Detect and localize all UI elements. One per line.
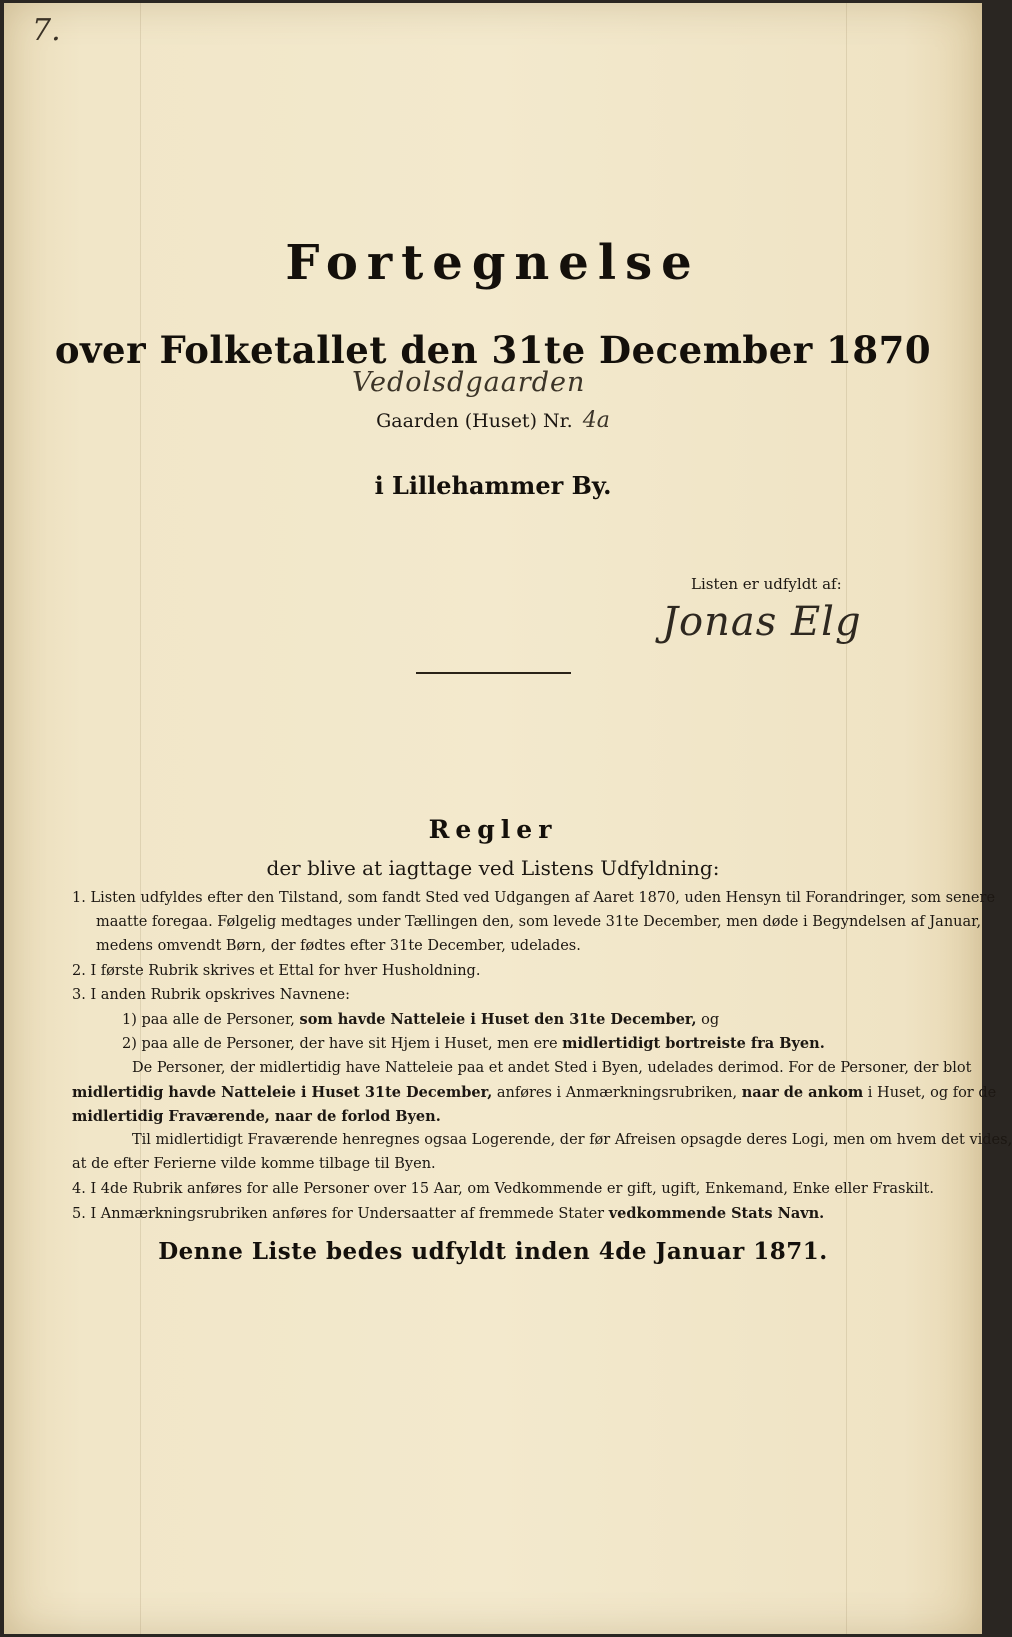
- rule-3-para-1-line-1: De Personer, der midlertidig have Natteleie paa et andet Sted i Byen, udelades derimod. For de Personer, der blot: [132, 1060, 972, 1076]
- census-form-page: [4, 3, 1012, 1634]
- rule-3: 3. I anden Rubrik opskrives Navnene:: [72, 987, 350, 1003]
- divider-rule: [416, 672, 571, 674]
- rule-3-item-2-emphasis: midlertidigt bortreiste fra Byen.: [562, 1035, 825, 1052]
- farm-name-handwritten: Vedolsdgaarden: [352, 367, 586, 398]
- rule-3-item-1-text: 1) paa alle de Personer,: [122, 1012, 295, 1028]
- deadline-notice: Denne Liste bedes udfyldt inden 4de Januar 1871.: [158, 1238, 828, 1265]
- gaarden-number-handwritten: 4a: [582, 408, 610, 433]
- town-line: i Lillehammer By.: [374, 471, 612, 500]
- rule-3-para-1-emphasis-1: midlertidig havde Natteleie i Huset 31te December,: [72, 1084, 493, 1101]
- signature-handwritten: Jonas Elg: [662, 599, 862, 645]
- page-number: 7.: [32, 13, 61, 48]
- rule-3-para-1-emphasis-2: naar de ankom: [741, 1084, 864, 1101]
- rule-3-para-1-line-3: midlertidig Fraværende, naar de forlod Byen.: [72, 1108, 441, 1125]
- rule-3-para-1-line-2: [72, 1084, 997, 1101]
- rule-3-item-2: [122, 1035, 825, 1052]
- rule-1-line-3: medens omvendt Børn, der fødtes efter 31te December, udelades.: [96, 938, 581, 954]
- rule-3-item-1-end: og: [701, 1012, 720, 1028]
- rule-5-text: 5. I Anmærkningsrubriken anføres for Undersaatter af fremmede Stater: [72, 1206, 605, 1222]
- rule-3-para-1-end: i Huset, og for de: [867, 1085, 997, 1101]
- rule-4: 4. I 4de Rubrik anføres for alle Personer over 15 Aar, om Vedkommende er gift, ugift, Enkemand, Enke eller Fraskilt.: [72, 1181, 934, 1197]
- rule-1-line-1: 1. Listen udfyldes efter den Tilstand, som fandt Sted ved Udgangen af Aaret 1870, uden Hensyn til Forandringer, som senere: [72, 890, 996, 906]
- rule-3-para-2-line-1: Til midlertidigt Fraværende henregnes ogsaa Logerende, der før Afreisen opsagde deres Logi, men om hvem det vides,: [132, 1132, 1012, 1148]
- form-title: Fortegnelse: [285, 235, 701, 291]
- rules-title: Regler: [428, 815, 558, 844]
- rule-5: [72, 1205, 824, 1222]
- rule-3-para-2-line-2: at de efter Ferierne vilde komme tilbage til Byen.: [72, 1156, 436, 1172]
- rule-1-line-2: maatte foregaa. Følgelig medtages under Tællingen den, som levede 31te December, men døde i Begyndelsen af Januar,: [96, 914, 982, 930]
- filled-by-label: Listen er udfyldt af:: [691, 575, 842, 593]
- rule-3-para-1-text: anføres i Anmærkningsrubriken,: [496, 1085, 738, 1101]
- rule-3-item-2-text: 2) paa alle de Personer, der have sit Hjem i Huset, men ere: [122, 1036, 558, 1052]
- form-subtitle: over Folketallet den 31te December 1870: [54, 328, 932, 372]
- rule-3-item-1: [122, 1011, 719, 1028]
- gaarden-line: [4, 408, 982, 433]
- rules-subtitle: der blive at iagttage ved Listens Udfyldning:: [266, 856, 720, 880]
- gaarden-label: Gaarden (Huset) Nr.: [376, 410, 573, 432]
- rule-5-emphasis: vedkommende Stats Navn.: [608, 1205, 825, 1222]
- rule-3-item-1-emphasis: som havde Natteleie i Huset den 31te December,: [299, 1011, 697, 1028]
- rule-2: 2. I første Rubrik skrives et Ettal for hver Husholdning.: [72, 963, 481, 979]
